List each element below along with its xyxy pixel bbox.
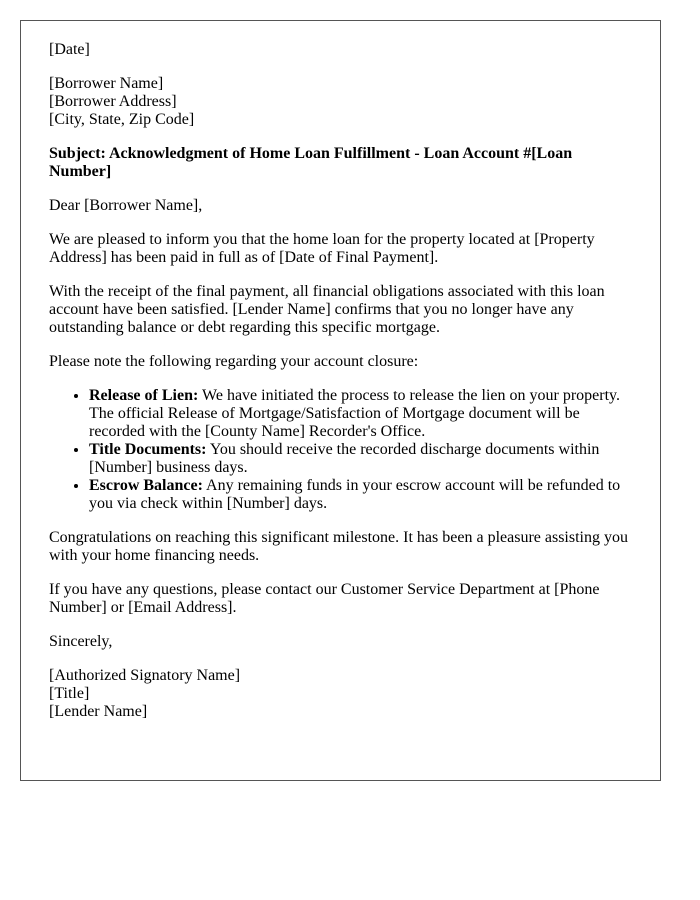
date: [Date]: [49, 41, 90, 58]
closing-paragraph: Congratulations on reaching this significant milestone. It has been a pleasure assisting you with your home financing needs.: [49, 529, 628, 564]
body-paragraph: Please note the following regarding your account closure:: [49, 353, 419, 370]
recipient-city-state-zip: [City, State, Zip Code]: [49, 111, 195, 128]
list-item: [89, 441, 632, 477]
lender-name: [Lender Name]: [49, 703, 148, 720]
list-item: [89, 477, 632, 513]
letter: [20, 20, 661, 781]
list-item-title: Release of Lien:: [89, 387, 199, 404]
salutation: Dear [Borrower Name],: [49, 197, 203, 214]
subject-line: Subject: Acknowledgment of Home Loan Fulfillment - Loan Account #[Loan Number]: [49, 145, 573, 180]
closing-paragraph: If you have any questions, please contact our Customer Service Department at [Phone Number] or [Email Address].: [49, 581, 600, 616]
list-item-text: We have initiated the process to release the lien on your property. The official Release of Mortgage/Satisfaction of Mortgage document will be recorded with the [County Name] Recorder's Office.: [89, 387, 620, 440]
closure-list: [49, 387, 632, 513]
list-item-title: Title Documents:: [89, 441, 207, 458]
signoff: Sincerely,: [49, 633, 113, 650]
list-item-text: Any remaining funds in your escrow account will be refunded to you via check within [Number] days.: [89, 477, 621, 512]
recipient-address: [Borrower Address]: [49, 93, 177, 110]
list-item-text: You should receive the recorded discharge documents within [Number] business days.: [89, 441, 600, 476]
list-item-title: Escrow Balance:: [89, 477, 203, 494]
signature-block: [49, 667, 632, 721]
signatory-name: [Authorized Signatory Name]: [49, 667, 241, 684]
recipient-block: [49, 75, 632, 129]
recipient-name: [Borrower Name]: [49, 75, 164, 92]
body-paragraph: With the receipt of the final payment, all financial obligations associated with this loan account have been satisfied. [Lender Name] confirms that you no longer have any outstanding balance or debt regarding this specific mortgage.: [49, 283, 605, 336]
list-item: [89, 387, 632, 441]
signatory-title: [Title]: [49, 685, 90, 702]
body-paragraph: We are pleased to inform you that the home loan for the property located at [Property Address] has been paid in full as of [Date of Final Payment].: [49, 231, 595, 266]
